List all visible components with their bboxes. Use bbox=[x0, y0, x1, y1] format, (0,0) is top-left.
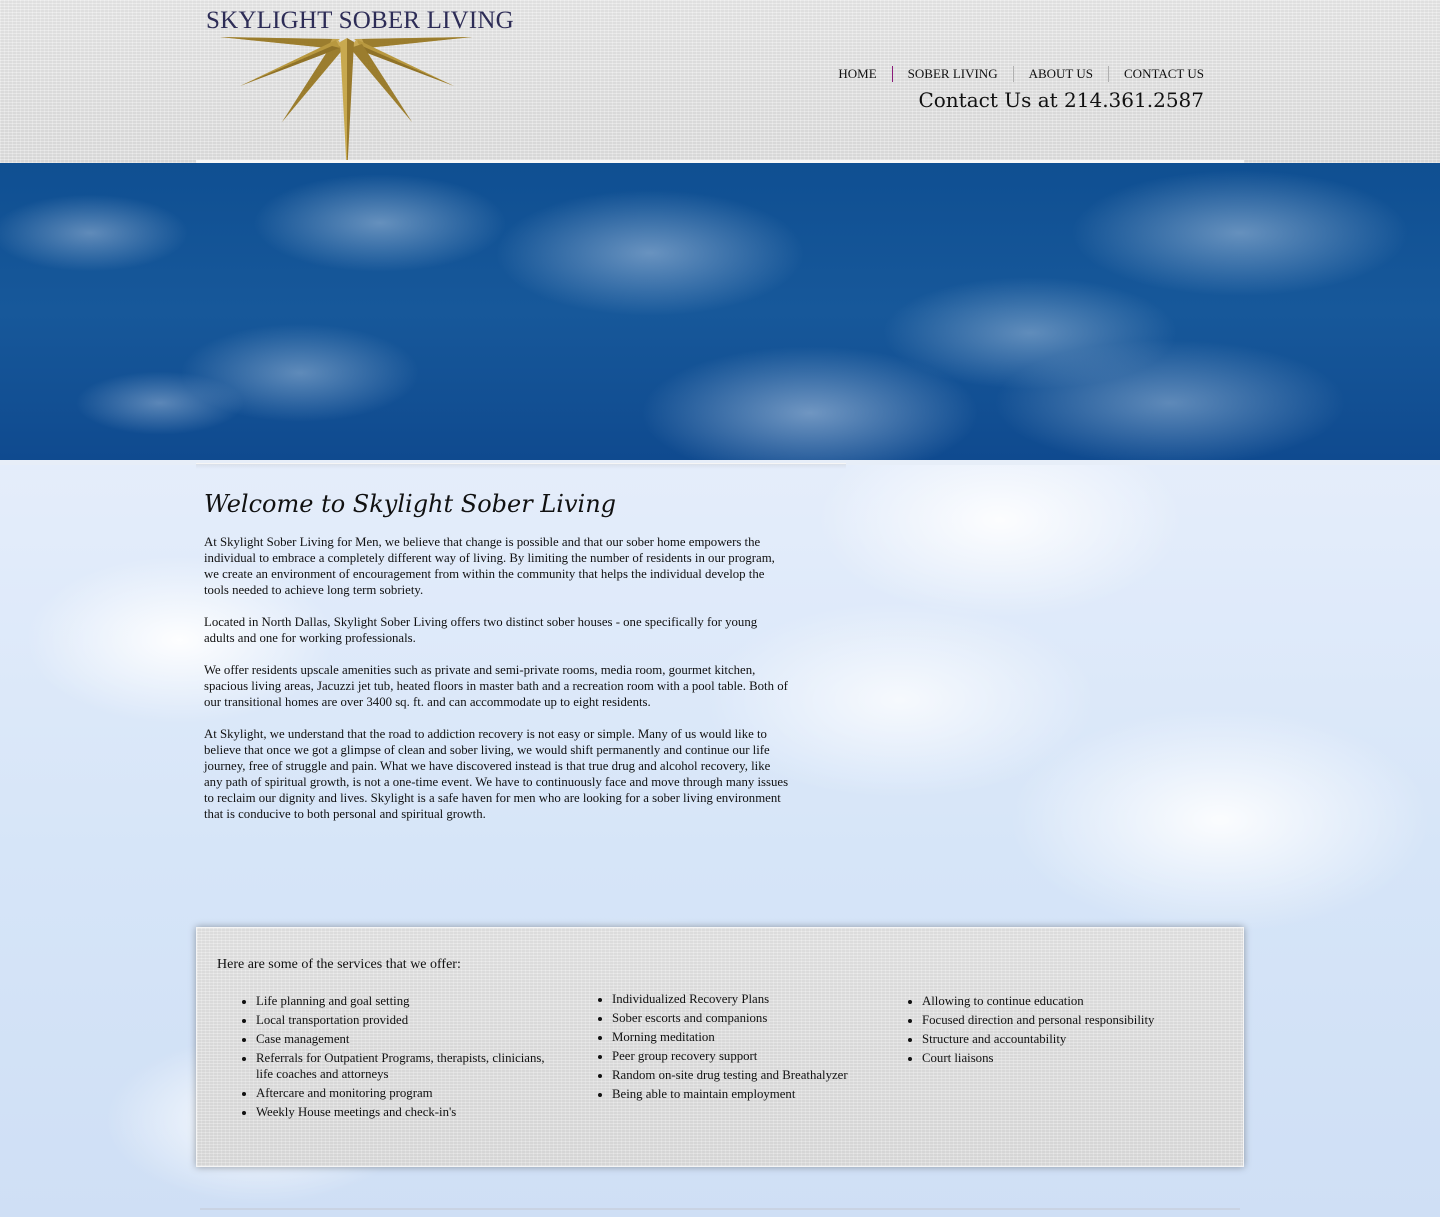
footer-divider bbox=[200, 1208, 1240, 1210]
star-logo-icon[interactable] bbox=[220, 34, 475, 176]
services-list-column-1 bbox=[236, 993, 556, 1123]
nav-sober-living[interactable]: SOBER LIVING bbox=[892, 66, 1013, 82]
list-item: • Referrals for Outpatient Programs, therapists, clinicians, life coaches and attorneys bbox=[256, 1050, 556, 1082]
nav-about-us[interactable]: ABOUT US bbox=[1013, 66, 1108, 82]
nav-contact-us[interactable]: CONTACT US bbox=[1108, 66, 1204, 82]
list-item: • Focused direction and personal responsibility bbox=[922, 1012, 1192, 1028]
list-item: • Case management bbox=[256, 1031, 556, 1047]
recovery-paragraph: At Skylight, we understand that the road to addiction recovery is not easy or simple. Many of us would like to believe that once we got a glimpse of clean and sober living, we would shift permanently and continue our life journey, free of struggle and pain. What we have discovered instead is that true drug and alcohol recovery, like any path of spiritual growth, is not a one-time event. We have to continuously face and move through many issues to reclaim our dignity and lives. Skylight is a safe haven for men who are looking for a sober living environment that is conducive to both personal and spiritual growth. bbox=[204, 727, 789, 821]
main-navigation bbox=[823, 66, 1204, 82]
list-item: • Morning meditation bbox=[612, 1029, 872, 1045]
list-item: • Random on-site drug testing and Breathalyzer bbox=[612, 1067, 872, 1083]
services-list-column-2 bbox=[592, 991, 872, 1105]
services-panel bbox=[196, 927, 1244, 1167]
content-top-divider bbox=[196, 463, 846, 469]
contact-phone[interactable]: Contact Us at 214.361.2587 bbox=[918, 88, 1204, 112]
list-item: • Individualized Recovery Plans bbox=[612, 991, 872, 1007]
page-title: Welcome to Skylight Sober Living bbox=[204, 490, 617, 518]
list-item: • Being able to maintain employment bbox=[612, 1086, 872, 1102]
site-header bbox=[0, 0, 1440, 163]
intro-paragraph: At Skylight Sober Living for Men, we believe that change is possible and that our sober home empowers the individual to embrace a completely different way of living. By limiting the number of residents in our program, we create an environment of encouragement from within the community that helps the individual develop the tools needed to achieve long term sobriety. bbox=[204, 535, 775, 597]
list-item: • Allowing to continue education bbox=[922, 993, 1192, 1009]
list-item: • Life planning and goal setting bbox=[256, 993, 556, 1009]
list-item: • Peer group recovery support bbox=[612, 1048, 872, 1064]
services-list-column-3 bbox=[902, 993, 1192, 1069]
services-intro: Here are some of the services that we offer: bbox=[217, 957, 461, 972]
list-item: • Local transportation provided bbox=[256, 1012, 556, 1028]
list-item: • Structure and accountability bbox=[922, 1031, 1192, 1047]
nav-home[interactable]: HOME bbox=[838, 66, 877, 81]
main-content bbox=[204, 488, 789, 838]
list-item: • Aftercare and monitoring program bbox=[256, 1085, 556, 1101]
sky-banner-image bbox=[0, 163, 1440, 460]
list-item: • Weekly House meetings and check-in's bbox=[256, 1104, 556, 1120]
list-item: • Sober escorts and companions bbox=[612, 1010, 872, 1026]
location-paragraph: Located in North Dallas, Skylight Sober Living offers two distinct sober houses - one specifically for young adults and one for working professionals. bbox=[204, 615, 758, 645]
site-logo-text[interactable]: SKYLIGHT SOBER LIVING bbox=[206, 7, 514, 34]
amenities-paragraph: We offer residents upscale amenities such as private and semi-private rooms, media room, gourmet kitchen, spacious living areas, Jacuzzi jet tub, heated floors in master bath and a recreation room with a pool table. Both of our transitional homes are over 3400 sq. ft. and can accommodate up to eight residents. bbox=[204, 663, 788, 709]
list-item: • Court liaisons bbox=[922, 1050, 1192, 1066]
